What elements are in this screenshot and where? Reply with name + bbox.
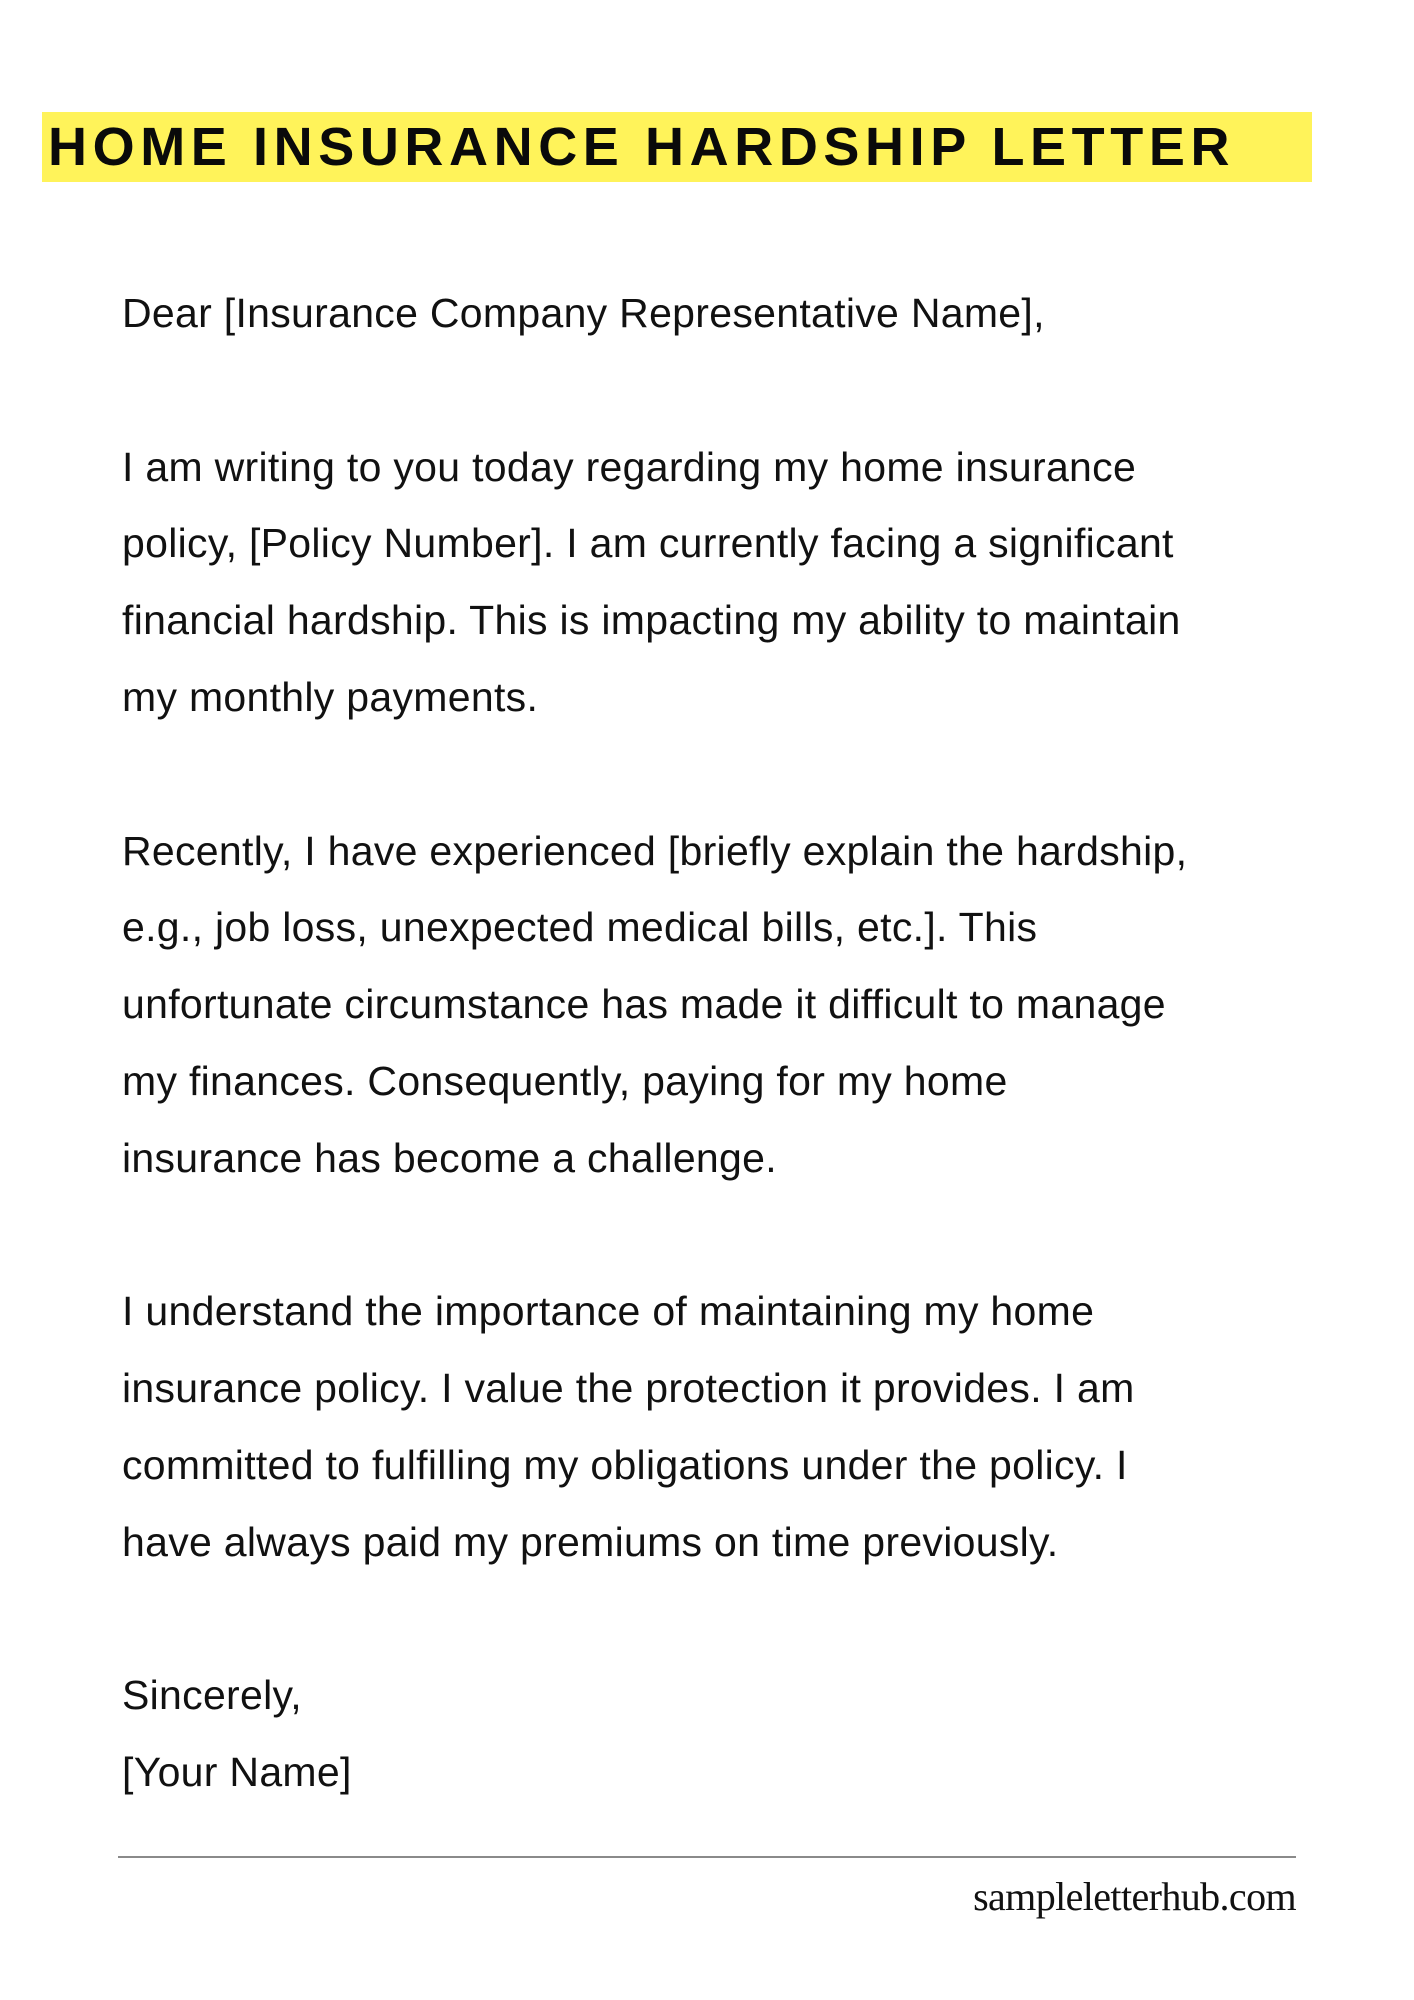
spacer xyxy=(122,1581,1382,1658)
spacer xyxy=(122,1197,1382,1274)
paragraph-line: I understand the importance of maintaining my home xyxy=(122,1288,1095,1335)
signature: [Your Name] xyxy=(122,1749,352,1796)
salutation: Dear [Insurance Company Representative Name], xyxy=(122,290,1045,336)
footer-divider xyxy=(118,1856,1296,1858)
paragraph-line: committed to fulfilling my obligations under the policy. I xyxy=(122,1441,1128,1488)
paragraph-line: financial hardship. This is impacting my ability to maintain xyxy=(122,597,1181,644)
letter-body xyxy=(122,275,1382,1811)
paragraph-3 xyxy=(122,1273,1382,1580)
paragraph-line: my monthly payments. xyxy=(122,673,539,720)
closing: Sincerely, xyxy=(122,1672,302,1719)
paragraph-line: I am writing to you today regarding my home insurance xyxy=(122,443,1137,490)
spacer xyxy=(122,352,1382,429)
paragraph-line: unfortunate circumstance has made it difficult to manage xyxy=(122,981,1166,1028)
paragraph-2 xyxy=(122,813,1382,1197)
paragraph-line: policy, [Policy Number]. I am currently facing a significant xyxy=(122,520,1174,567)
paragraph-1 xyxy=(122,429,1382,736)
paragraph-line: my finances. Consequently, paying for my home xyxy=(122,1057,1008,1104)
paragraph-line: Recently, I have experienced [briefly explain the hardship, xyxy=(122,827,1188,874)
paragraph-line: insurance policy. I value the protection it provides. I am xyxy=(122,1365,1135,1412)
spacer xyxy=(122,736,1382,813)
paragraph-line: insurance has become a challenge. xyxy=(122,1134,777,1181)
paragraph-line: e.g., job loss, unexpected medical bills, etc.]. This xyxy=(122,904,1038,951)
footer-site-name: sampleletterhub.com xyxy=(973,1874,1296,1919)
page-title: HOME INSURANCE HARDSHIP LETTER xyxy=(48,117,1236,177)
paragraph-line: have always paid my premiums on time previously. xyxy=(122,1518,1059,1565)
